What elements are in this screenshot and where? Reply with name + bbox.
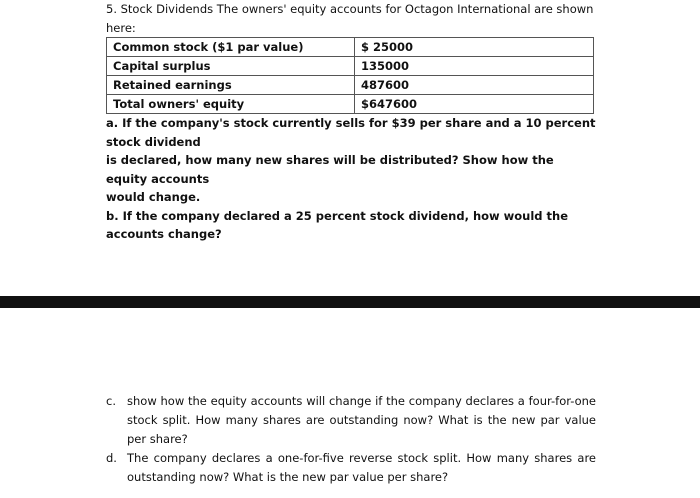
section-divider bbox=[0, 296, 700, 308]
part-a-line2: is declared, how many new shares will be distributed? Show how the equity accounts bbox=[106, 153, 554, 186]
table-row bbox=[107, 95, 594, 114]
question-title-line2: here: bbox=[106, 20, 136, 35]
part-b-line1: b. If the company declared a 25 percent stock dividend, how would the accounts change? bbox=[106, 208, 569, 241]
row-value: 487600 bbox=[355, 76, 594, 95]
part-d-text: The company declares a one-for-five reverse stock split. How many shares are outstanding now? What is the new par value per share? bbox=[127, 451, 596, 484]
question-top-section bbox=[106, 0, 596, 244]
row-label: Total owners' equity bbox=[107, 95, 355, 114]
row-value: $ 25000 bbox=[355, 38, 594, 57]
part-a-line1: a. If the company's stock currently sells for $39 per share and a 10 percent stock dividend bbox=[106, 116, 596, 149]
row-value: 135000 bbox=[355, 57, 594, 76]
table-row bbox=[107, 57, 594, 76]
question-title-line1: 5. Stock Dividends The owners' equity accounts for Octagon International are shown bbox=[106, 2, 594, 16]
part-d-item bbox=[106, 449, 596, 487]
row-label: Capital surplus bbox=[107, 57, 355, 76]
equity-table bbox=[106, 37, 594, 114]
row-label: Retained earnings bbox=[107, 76, 355, 95]
part-a-line3: would change. bbox=[106, 190, 201, 204]
row-value: $647600 bbox=[355, 95, 594, 114]
part-c-text: show how the equity accounts will change if the company declares a four-for-one stock split. How many shares are outstanding now? What is the new par value per share? bbox=[127, 394, 596, 446]
table-row bbox=[107, 38, 594, 57]
question-bottom-section bbox=[106, 392, 596, 487]
part-c-item bbox=[106, 392, 596, 449]
part-d-marker: d. bbox=[106, 451, 117, 465]
table-row bbox=[107, 76, 594, 95]
part-c-marker: c. bbox=[106, 394, 116, 408]
row-label: Common stock ($1 par value) bbox=[107, 38, 355, 57]
